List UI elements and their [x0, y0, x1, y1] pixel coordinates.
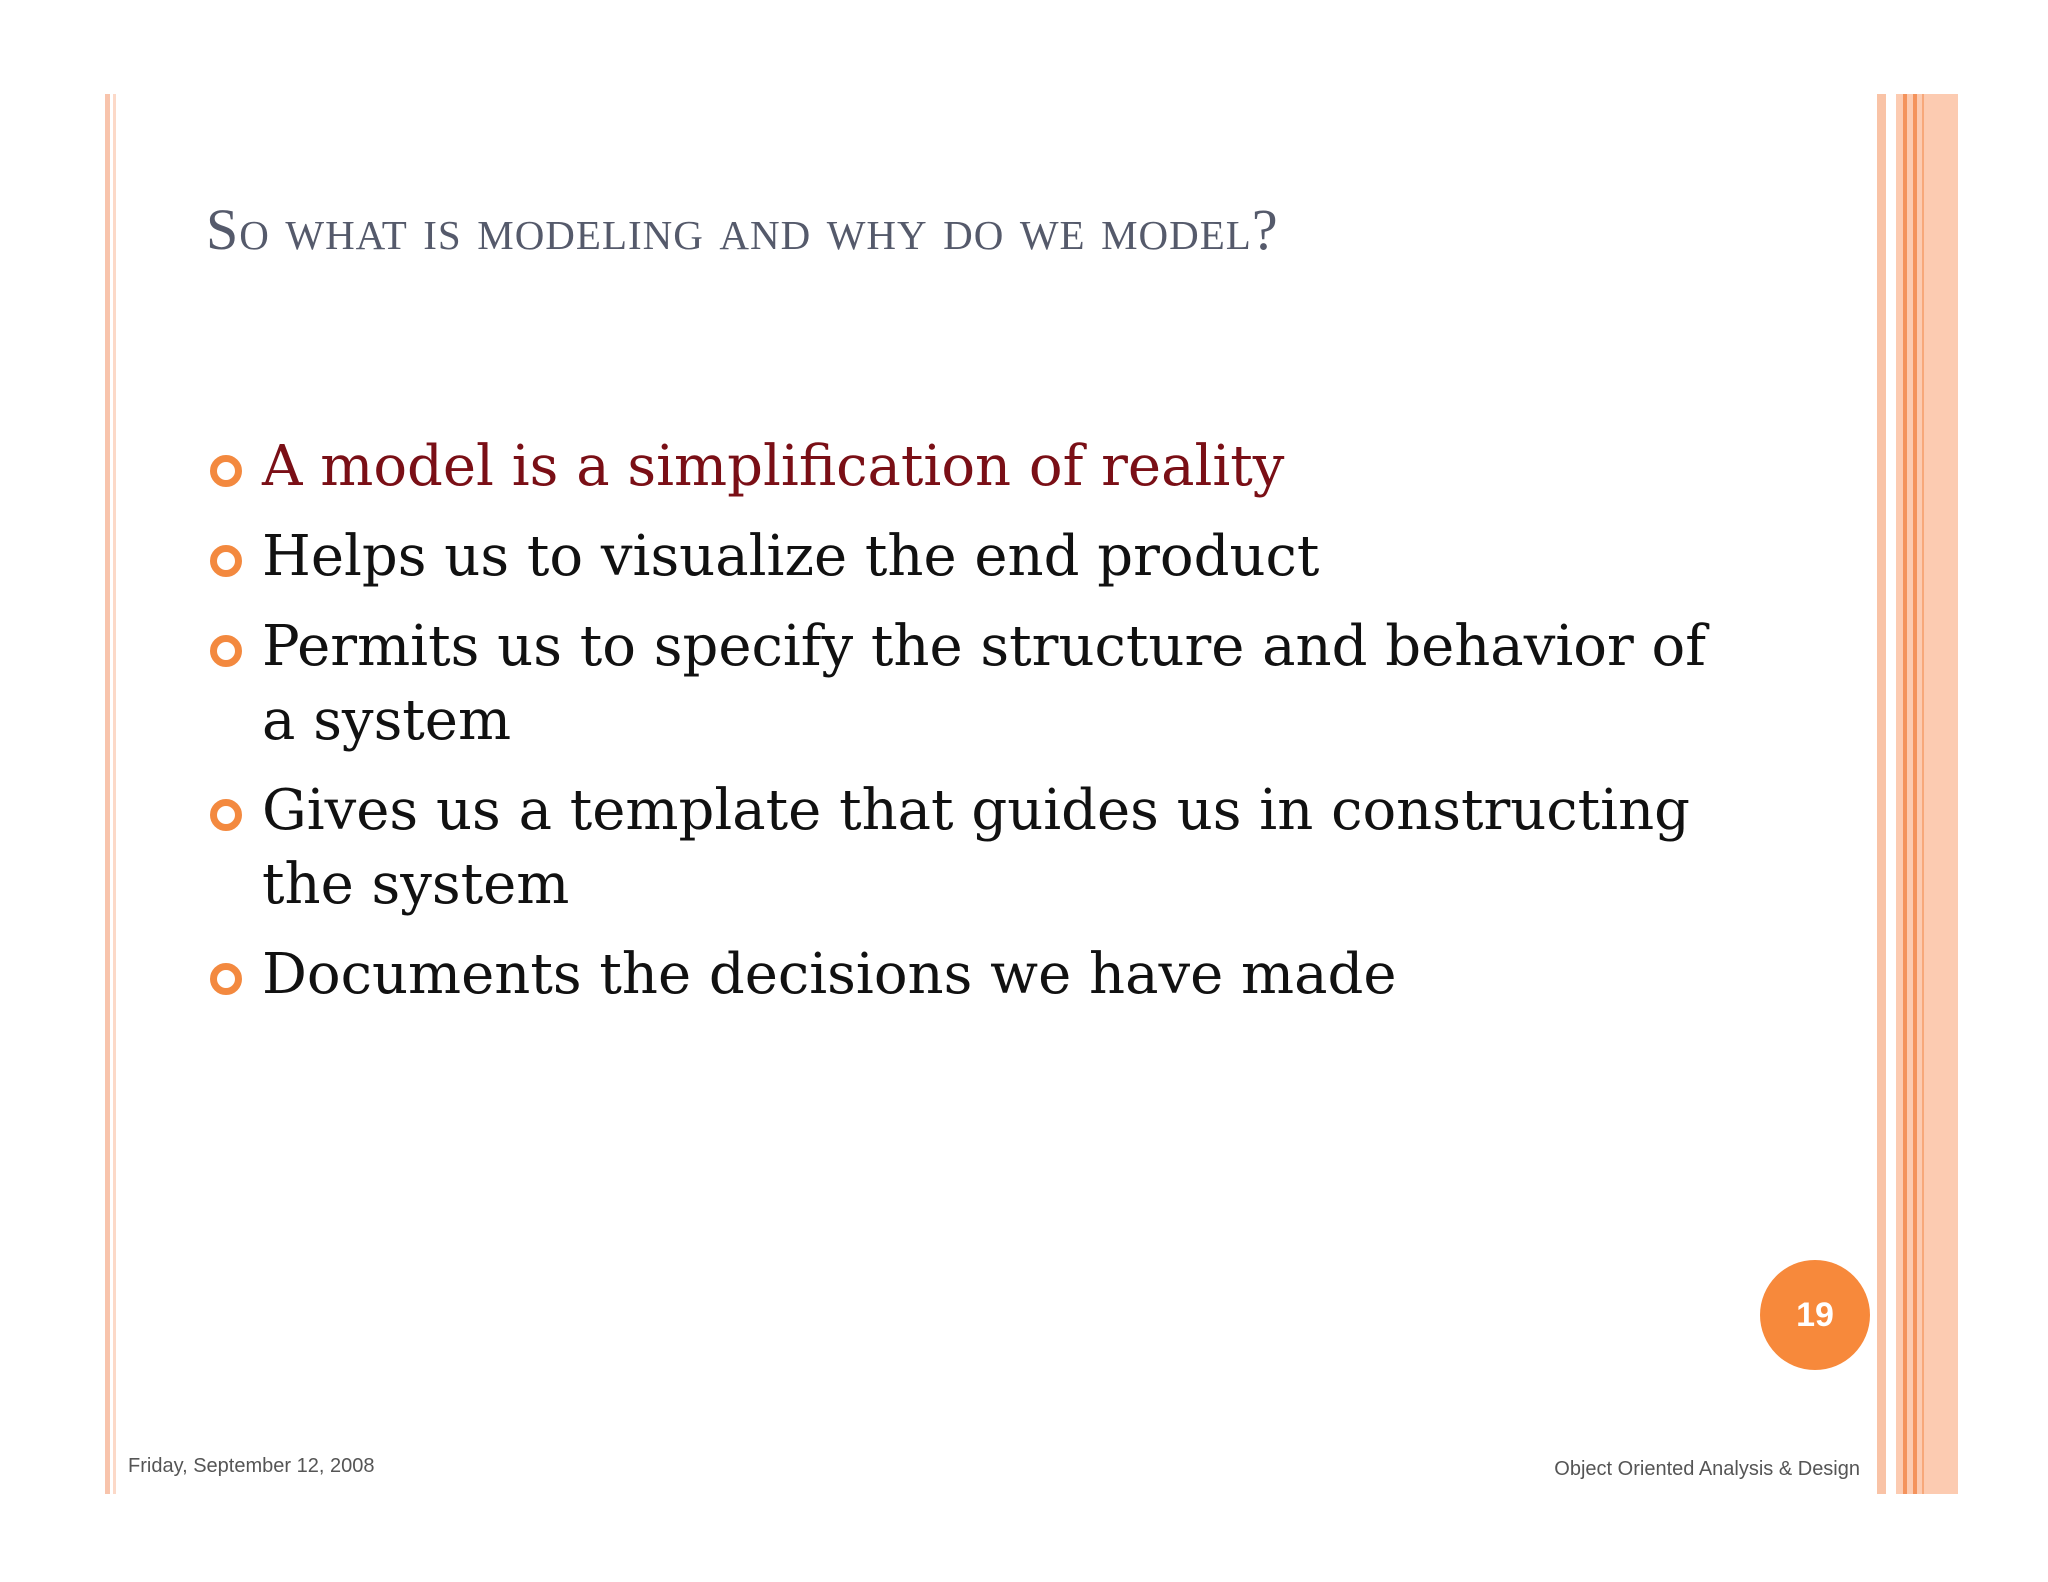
bullet-item	[206, 938, 1706, 1012]
bullet-text: Gives us a template that guides us in constructing the system	[262, 778, 1690, 917]
left-accent-bar	[105, 94, 110, 1494]
bullet-item	[206, 430, 1706, 504]
ring-bullet-icon	[210, 455, 242, 487]
bullet-text: Permits us to specify the structure and behavior of a system	[262, 614, 1706, 753]
right-accent-stripe	[1913, 94, 1917, 1494]
ring-bullet-icon	[210, 545, 242, 577]
right-accent-bar	[1877, 94, 1886, 1494]
ring-bullet-icon	[210, 635, 242, 667]
bullet-text: Helps us to visualize the end product	[262, 524, 1320, 589]
page-number-badge: 19	[1760, 1260, 1870, 1370]
bullet-item	[206, 610, 1706, 758]
ring-bullet-icon	[210, 963, 242, 995]
bullet-text: Documents the decisions we have made	[262, 942, 1397, 1007]
bullet-text: A model is a simplification of reality	[262, 434, 1285, 499]
footer-course-title: Object Oriented Analysis & Design	[1554, 1458, 1860, 1480]
bullet-item	[206, 520, 1706, 594]
bullet-item	[206, 774, 1706, 922]
right-accent-stripe	[1922, 94, 1924, 1494]
left-accent-bar-inner	[113, 94, 116, 1494]
bullet-list	[206, 430, 1706, 1028]
slide-title: So what is modeling and why do we model?	[206, 197, 1279, 262]
right-accent-stripe	[1903, 94, 1907, 1494]
footer-date: Friday, September 12, 2008	[128, 1455, 375, 1477]
ring-bullet-icon	[210, 799, 242, 831]
